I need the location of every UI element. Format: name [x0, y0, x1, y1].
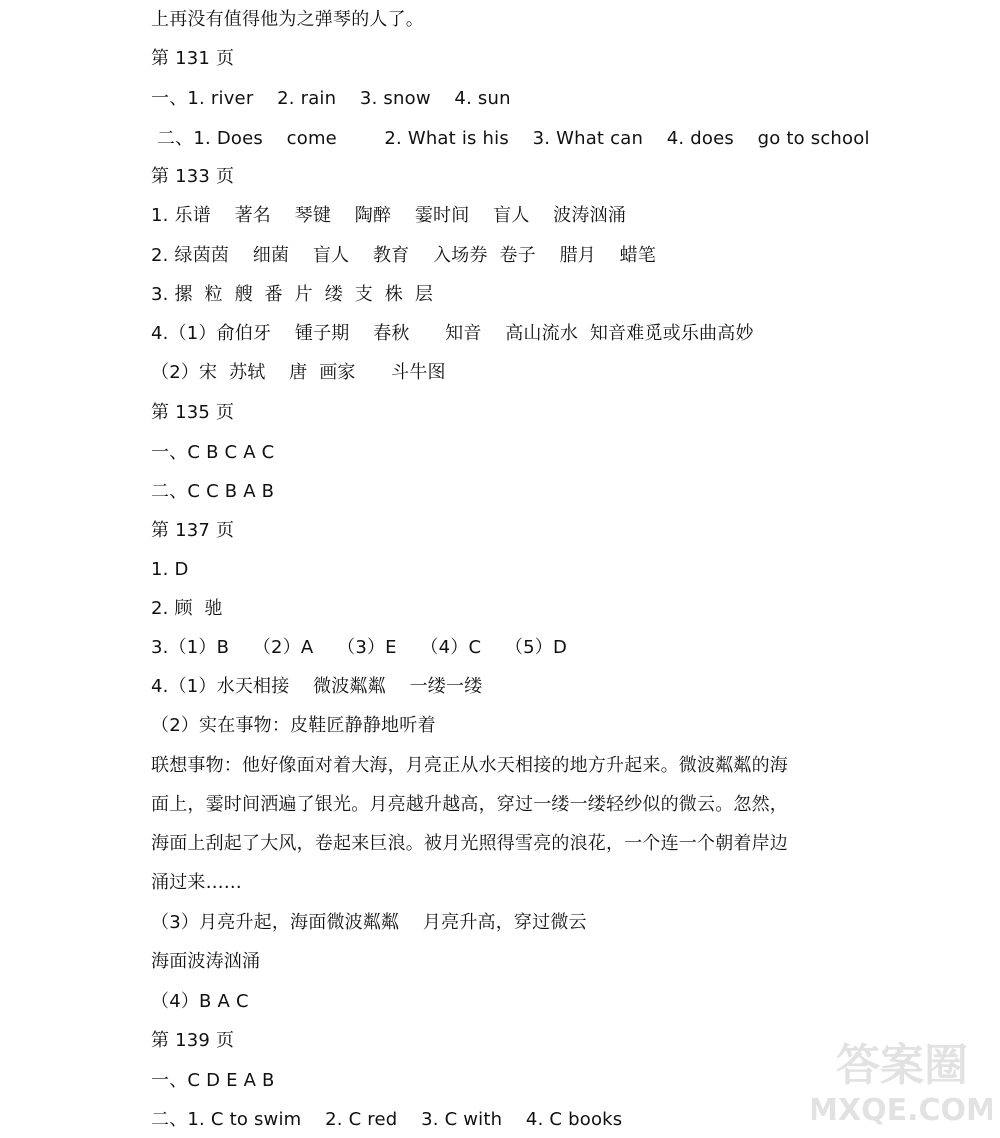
text-line: 4.（1）水天相接 微波粼粼 一缕一缕	[151, 676, 483, 697]
page-number-heading: 第 131 页	[151, 48, 235, 69]
text-line: 二、C C B A B	[151, 481, 275, 502]
text-line: 1. 乐谱 著名 琴键 陶醉 霎时间 盲人 波涛汹涌	[151, 205, 627, 226]
text-line: 1. D	[151, 559, 189, 580]
text-line: 一、1. river 2. rain 3. snow 4. sun	[151, 88, 511, 109]
watermark-logo	[812, 1032, 992, 1132]
text-line: 一、C D E A B	[151, 1070, 275, 1091]
text-line: 二、1. C to swim 2. C red 3. C with 4. C books	[151, 1109, 623, 1130]
text-line: 涌过来……	[151, 872, 242, 893]
text-line: （3）月亮升起，海面微波粼粼 月亮升高，穿过微云	[151, 912, 587, 933]
svg-text:MXQE.COM: MXQE.COM	[812, 1093, 992, 1128]
page-number-heading: 第 135 页	[151, 402, 235, 423]
text-line: 面上，霎时间洒遍了银光。月亮越升越高，穿过一缕一缕轻纱似的微云。忽然，	[151, 794, 788, 815]
text-line: 海面波涛汹涌	[151, 951, 261, 972]
text-line: （4）B A C	[151, 991, 249, 1012]
svg-text:答案圈: 答案圈	[836, 1040, 968, 1091]
text-line: 海面上刮起了大风，卷起来巨浪。被月光照得雪亮的浪花，一个连一个朝着岸边	[151, 833, 788, 854]
text-line: 4.（1）俞伯牙 锺子期 春秋 知音 高山流水 知音难觅或乐曲高妙	[151, 323, 754, 344]
text-line: 上再没有值得他为之弹琴的人了。	[151, 9, 424, 30]
text-line: 一、C B C A C	[151, 442, 275, 463]
page-number-heading: 第 139 页	[151, 1030, 235, 1051]
text-line: 2. 顾 驰	[151, 598, 223, 619]
text-line: （2）宋 苏轼 唐 画家 斗牛图	[151, 362, 446, 383]
text-line: 3.（1）B （2）A （3）E （4）C （5）D	[151, 637, 568, 658]
page-number-heading: 第 137 页	[151, 520, 235, 541]
text-line: 联想事物：他好像面对着大海，月亮正从水天相接的地方升起来。微波粼粼的海	[151, 755, 788, 776]
text-line: （2）实在事物：皮鞋匠静静地听着	[151, 715, 436, 736]
page-number-heading: 第 133 页	[151, 166, 235, 187]
text-line: 二、1. Does come 2. What is his 3. What can 4. does go to school	[151, 128, 870, 149]
text-line: 2. 绿茵茵 细菌 盲人 教育 入场券 卷子 腊月 蜡笔	[151, 245, 657, 266]
text-line: 3. 摞 粒 艘 番 片 缕 支 株 层	[151, 284, 434, 305]
